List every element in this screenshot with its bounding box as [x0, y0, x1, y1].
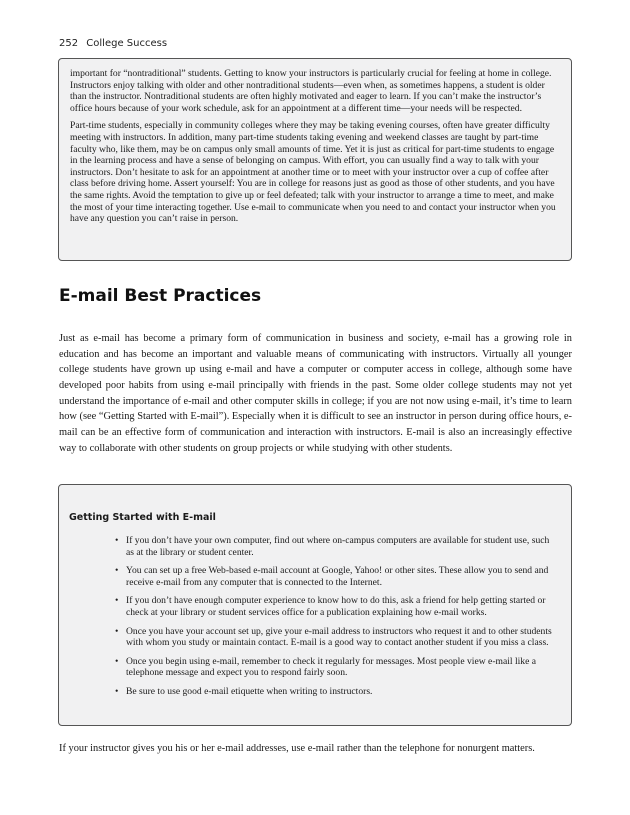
list-item — [115, 655, 559, 679]
closing-paragraph: If your instructor gives you his or her e-mail addresses, use e-mail rather than the telephone for nonurgent matters. — [59, 743, 535, 754]
list-item — [115, 535, 559, 558]
bullet-icon: • — [115, 685, 119, 697]
list-item — [115, 625, 559, 649]
list-item-text: If you don’t have your own computer, find out where on-campus computers are available for student use, such as at the library or student center. — [126, 535, 550, 558]
bullet-icon: • — [115, 625, 119, 637]
list-item-text: Once you begin using e-mail, remember to check it regularly for messages. Most people view e-mail like a telephone message and expect you to respond fairly soon. — [126, 655, 537, 679]
bullet-icon: • — [115, 595, 119, 607]
list-item — [115, 685, 559, 698]
tips-list — [69, 535, 559, 698]
box-paragraph: important for “nontraditional” students. Getting to know your instructors is particularly crucial for feeling at home in college. Instructors enjoy talking with older and other nontraditional students—even when, as sometimes happens, a student is older than the instructor. Nontraditional students are often highly motivated and eager to learn. If you can’t make the instructor’s office hours because of your work schedule, ask for an appointment at a different time—your needs will be respected. — [70, 68, 552, 114]
box-paragraph: Part-time students, especially in community colleges where they may be taking evening courses, often have greater difficulty meeting with instructors. In addition, many part-time students taking evening and weekend classes are taught by part-time faculty who, like them, may be on campus only small amounts of time. Yet it is just as critical for part-time students to engage in the learning process and have a sense of belonging on campus. With effort, you can usually find a way to talk with your instructors. Don’t hesitate to ask for an appointment at another time or to meet with your instructor over a cup of coffee after class before driving home. Assert yourself: You are in college for reasons just as good as those of other students, and you have the same rights. Avoid the temptation to give up or feel defeated; talk with your instructor to arrange a time to meet, and make the most of your time interacting together. Use e-mail to communicate when you need to and contact your instructor when you have any question you can’t raise in person. — [70, 120, 556, 225]
body-paragraph: Just as e-mail has become a primary form of communication in business and society, e-mail has a growing role in education and has become an important and valuable means of communicating with instructors. Virtually all younger college students have grown up using e-mail and have a computer or computer access in college, although some have developed poor habits from using e-mail principally with friends in the past. Some older college students may not yet understand the importance of e-mail and other computer skills in college; if you are not now using e-mail, it’s time to learn how (see “Getting Started with E-mail”). Especially when it is difficult to see an instructor in person during office hours, e-mail can be an effective form of communication and interaction with instructors. E-mail is also an increasingly effective way to collaborate with other students on group projects or while studying with other students. — [59, 333, 572, 454]
bullet-icon: • — [115, 655, 119, 667]
book-title: College Success — [86, 38, 168, 49]
list-item-text: Be sure to use good e-mail etiquette when writing to instructors. — [126, 685, 373, 697]
list-item — [115, 595, 559, 618]
running-header — [59, 38, 167, 49]
list-item-text: If you don’t have enough computer experience to know how to do this, ask a friend for help getting started or check at your library or student services office for a publication explaining how e-mail works. — [126, 595, 546, 618]
bullet-icon: • — [115, 565, 119, 577]
bullet-icon: • — [115, 535, 119, 546]
box-title: Getting Started with E-mail — [69, 512, 216, 523]
getting-started-box — [58, 484, 572, 726]
nontraditional-students-box — [58, 58, 572, 261]
list-item-text: You can set up a free Web-based e-mail account at Google, Yahoo! or other sites. These allow you to send and receive e-mail from any computer that is connected to the Internet. — [126, 565, 549, 588]
page-number: 252 — [59, 38, 79, 49]
list-item-text: Once you have your account set up, give your e-mail address to instructors who request it and to other students with whom you study or maintain contact. E-mail is a good way to contact another student if you miss a class. — [126, 625, 552, 649]
section-heading: E-mail Best Practices — [59, 286, 262, 306]
list-item — [115, 565, 559, 588]
